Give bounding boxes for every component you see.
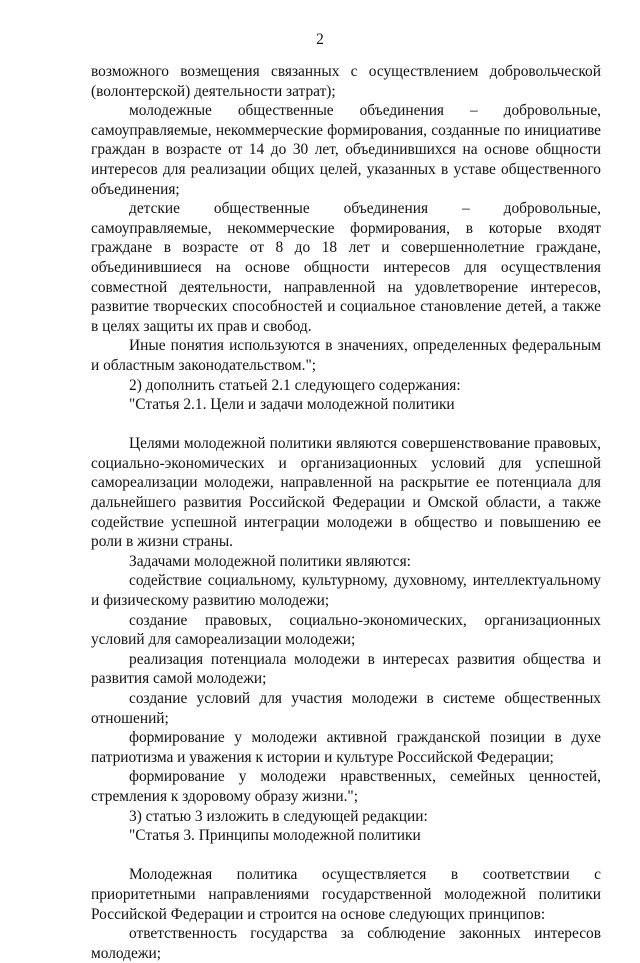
list-item: формирование у молодежи нравственных, семейных ценностей, стремления к здоровому образу жизни."; bbox=[91, 768, 601, 805]
list-item: реализация потенциала молодежи в интересах развития общества и развития самой молодежи; bbox=[91, 650, 601, 688]
article-heading: "Статья 2.1. Цели и задачи молодежной политики bbox=[129, 396, 455, 414]
page-number: 2 bbox=[316, 31, 324, 48]
paragraph: Иные понятия используются в значениях, определенных федеральным и областным законодательством."; bbox=[91, 337, 601, 374]
article-heading: "Статья 3. Принципы молодежной политики bbox=[129, 827, 421, 845]
paragraph: молодежные общественные объединения – добровольные, самоуправляемые, некоммерческие формирования, созданные по инициативе граждан в возрасте от 14 до 30 лет, объединившихся на основе общности интересов для реализации общих целей, указанных в уставе общественного объединения; bbox=[91, 102, 601, 198]
list-item: ответственность государства за соблюдение законных интересов молодежи; bbox=[91, 925, 601, 962]
list-item: создание правовых, социально-экономических, организационных условий для самореализации молодежи; bbox=[91, 611, 601, 649]
paragraph: возможного возмещения связанных с осуществлением добровольческой (волонтерской) деятельности затрат); bbox=[91, 63, 601, 100]
paragraph: 3) статью 3 изложить в следующей редакции: bbox=[129, 807, 428, 825]
list-item: создание условий для участия молодежи в системе общественных отношений; bbox=[91, 690, 601, 727]
paragraph: Целями молодежной политики являются совершенствование правовых, социально-экономических и организационных условий для успешной самореализации молодежи, направленной на раскрытие ее потенциала для дальнейшего развития Российской Федерации и Омской области, а также содействие успешной интеграции молодежи в общество и повышению ее роли в жизни страны. bbox=[91, 435, 601, 551]
list-item: формирование у молодежи активной гражданской позиции в духе патриотизма и уважения к истории и культуре Российской Федерации; bbox=[91, 729, 601, 766]
list-item: содействие социальному, культурному, духовному, интеллектуальному и физическому развитию молодежи; bbox=[91, 572, 601, 610]
document-body bbox=[91, 62, 601, 963]
paragraph: 2) дополнить статьей 2.1 следующего содержания: bbox=[129, 376, 461, 394]
paragraph: Задачами молодежной политики являются: bbox=[129, 552, 411, 570]
paragraph: детские общественные объединения – добровольные, самоуправляемые, некоммерческие формирования, в которые входят граждане в возрасте от 8 до 18 лет и совершеннолетние граждане, объединившиеся на основе общности интересов для осуществления совместной деятельности, направленной на удовлетворение интересов, развитие творческих способностей и социальное становление детей, а также в целях защиты их прав и свобод. bbox=[91, 200, 601, 335]
paragraph: Молодежная политика осуществляется в соответствии с приоритетными направлениями государственной молодежной политики Российской Федерации и строится на основе следующих принципов: bbox=[91, 866, 601, 923]
